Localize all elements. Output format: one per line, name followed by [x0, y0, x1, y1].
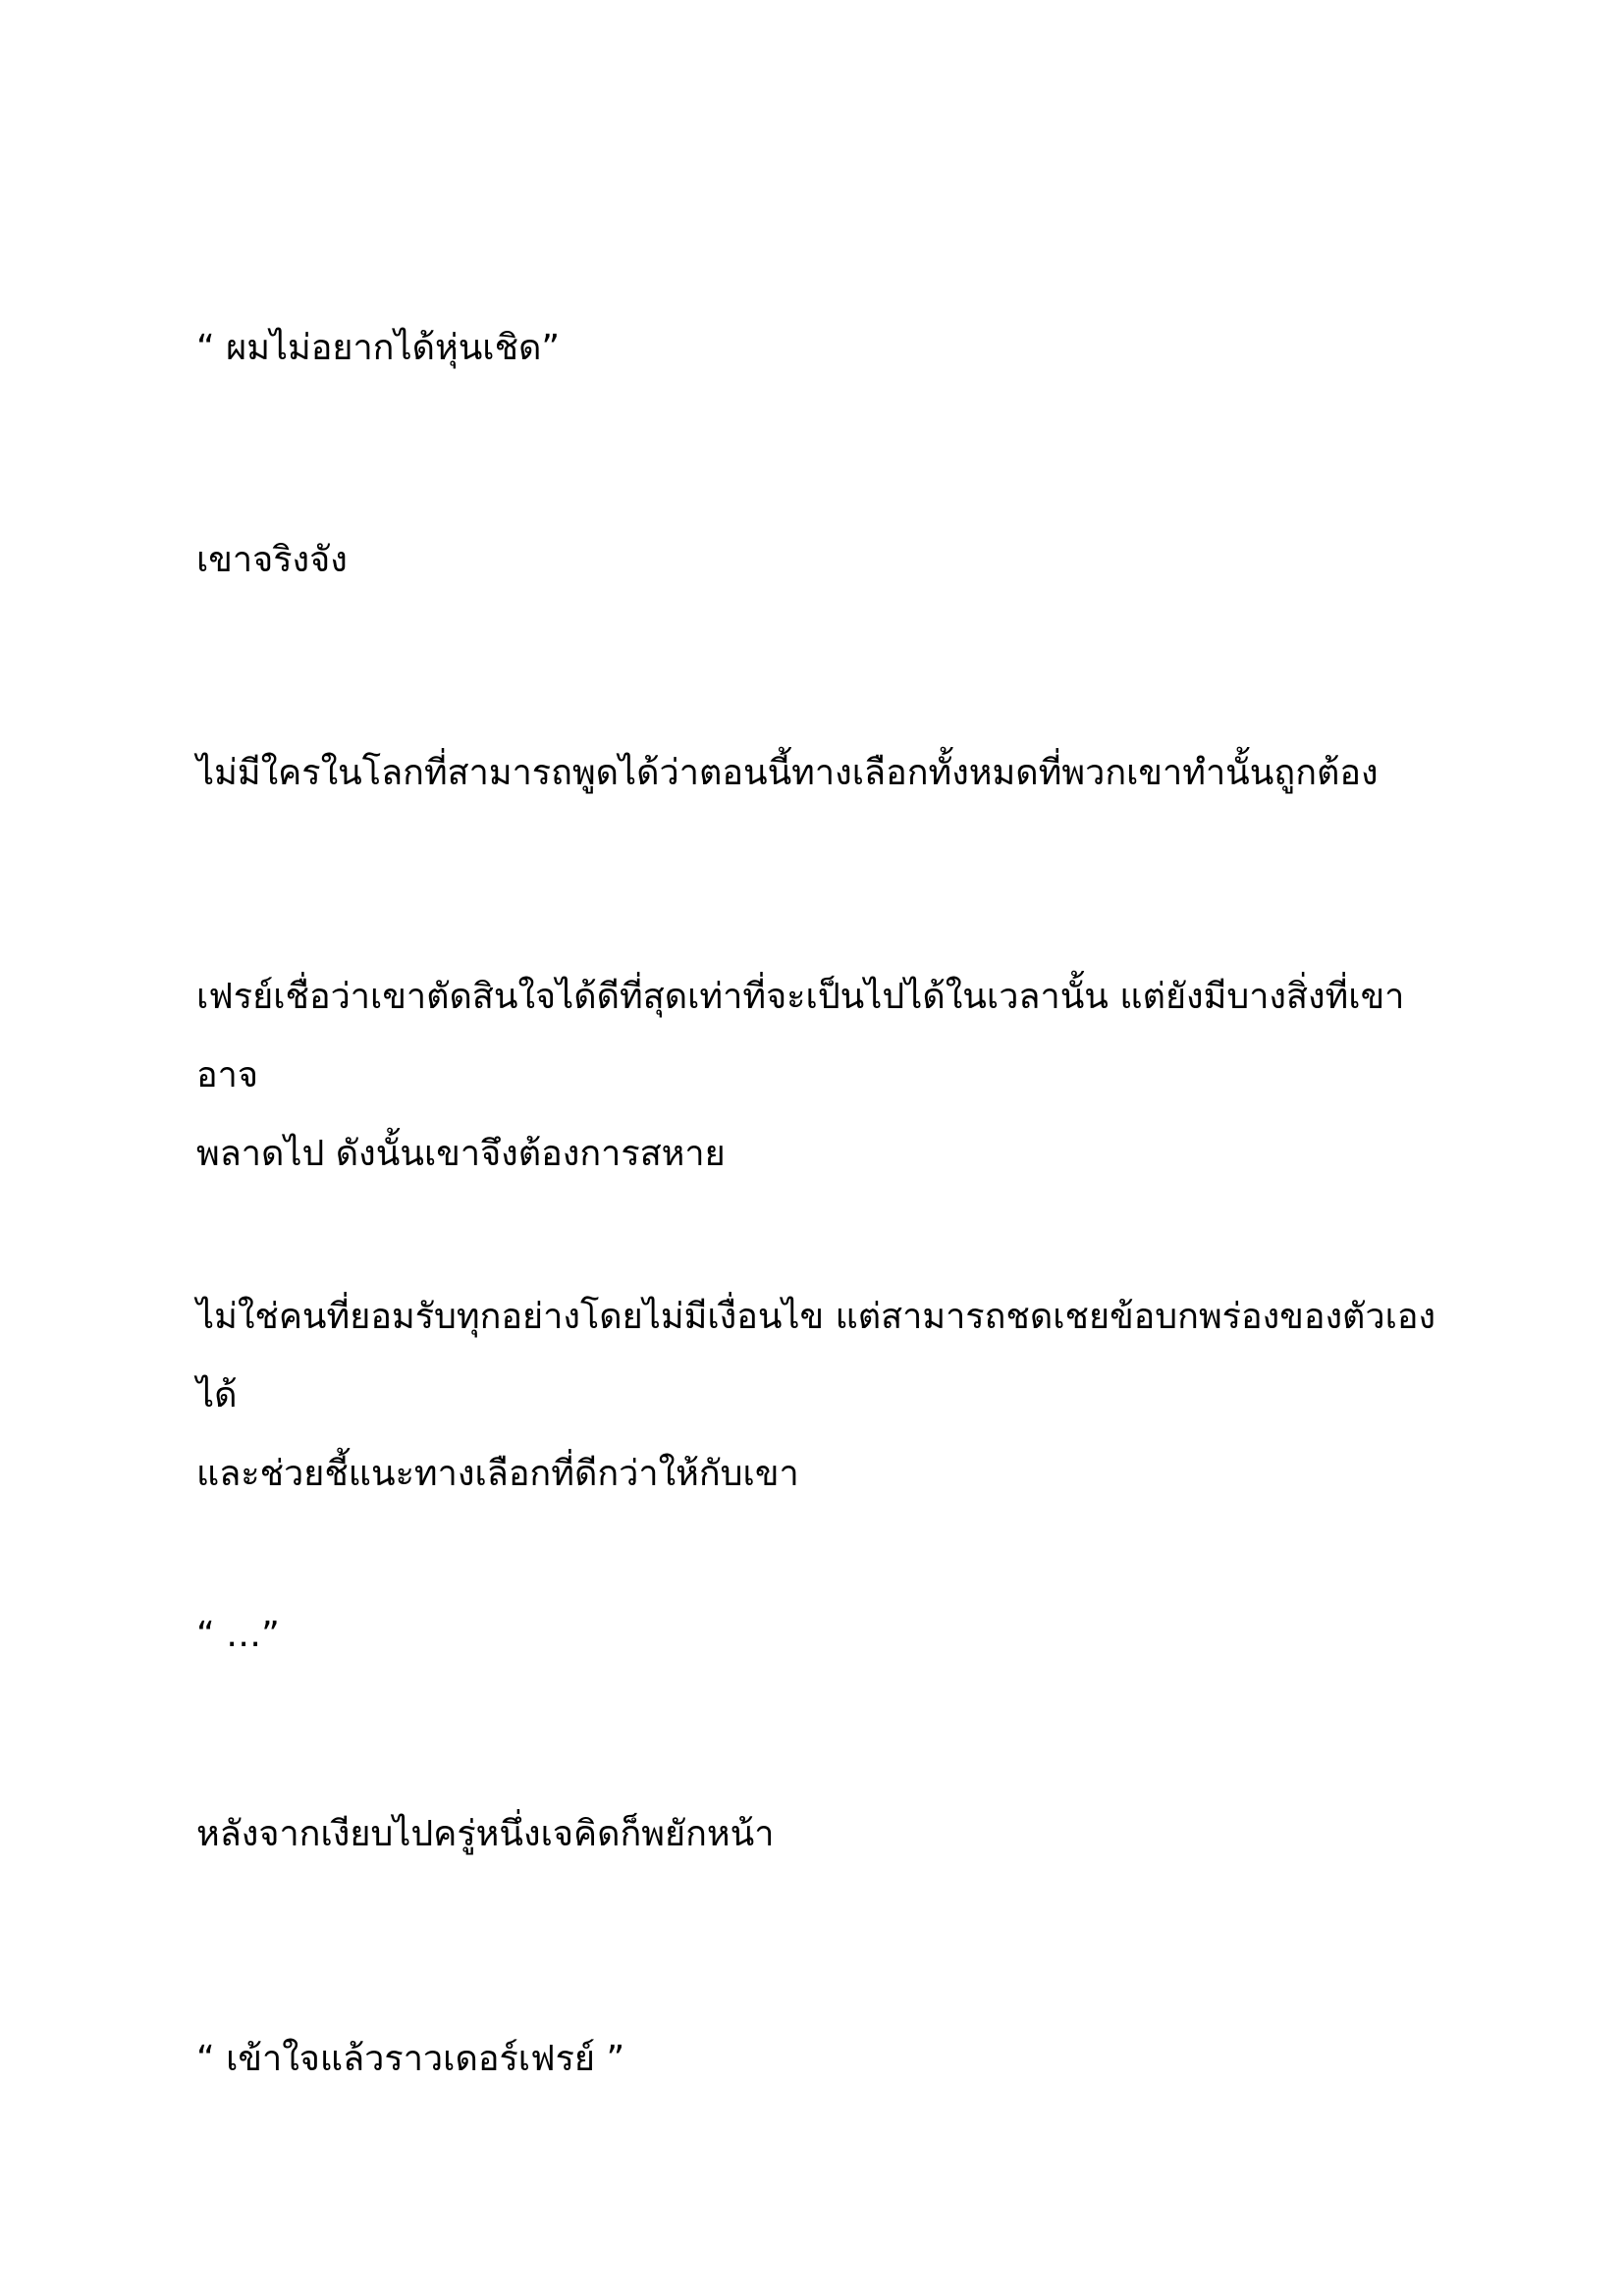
text-line: พลาดไป ดังนั้นเขาจึงต้องการสหาย	[196, 1134, 726, 1174]
text-line: ไม่มีใครในโลกที่สามารถพูดได้ว่าตอนนี้ทางเลือกทั้งหมดที่พวกเขาทำนั้นถูกต้อง	[196, 753, 1379, 793]
text-line: หลังจากเงียบไปครู่หนึ่งเจคิดก็พยักหน้า	[196, 1814, 775, 1854]
narration-paragraph	[196, 734, 1453, 813]
text-line: เขาจริงจัง	[196, 540, 348, 580]
narration-paragraph	[196, 1278, 1453, 1514]
text-line: “ …”	[196, 1615, 280, 1655]
dialogue-line	[196, 1596, 1453, 1675]
dialogue-line	[196, 309, 1453, 388]
text-line: “ ผมไม่อยากได้หุ่นเชิด”	[196, 328, 561, 368]
narration-paragraph	[196, 958, 1453, 1194]
narration-paragraph	[196, 521, 1453, 600]
text-line: และช่วยชี้แนะทางเลือกที่ดีกว่าให้กับเขา	[196, 1454, 799, 1494]
text-line: ไม่ใช่คนที่ยอมรับทุกอย่างโดยไม่มีเงื่อนไข แต่สามารถชดเชยข้อบกพร่องของตัวเองได้	[196, 1297, 1436, 1415]
dialogue-line	[196, 2020, 1453, 2099]
narration-paragraph	[196, 1795, 1453, 1874]
text-line: เฟรย์เชื่อว่าเขาตัดสินใจได้ดีที่สุดเท่าที่จะเป็นไปได้ในเวลานั้น แต่ยังมีบางสิ่งที่เขาอาจ	[196, 977, 1405, 1095]
text-line: “ เข้าใจแล้วราวเดอร์เฟรย์ ”	[196, 2039, 625, 2079]
